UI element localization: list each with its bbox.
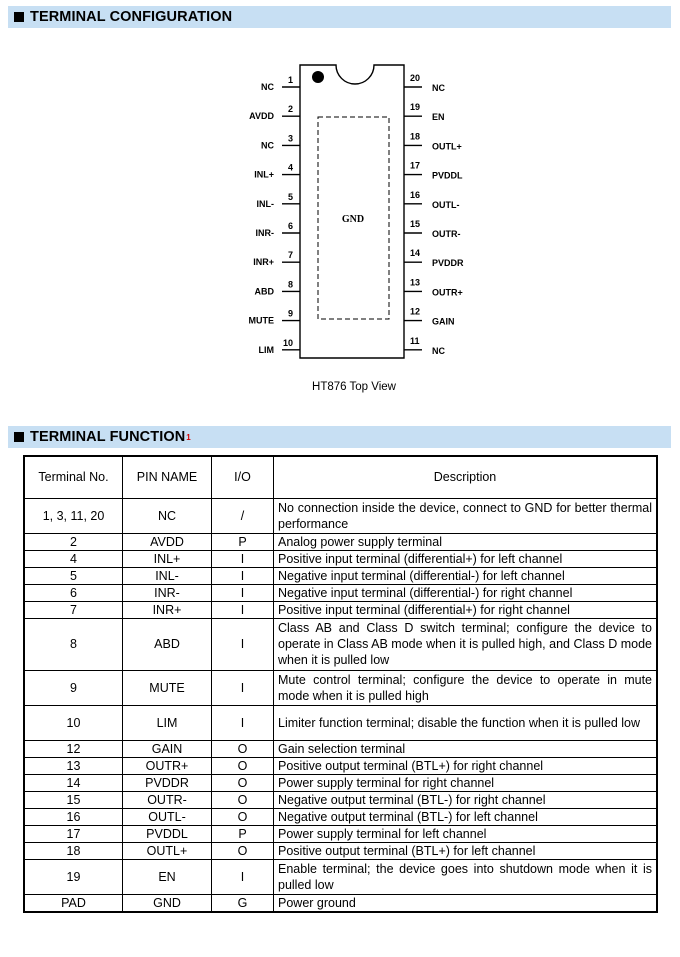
cell-io: I: [212, 618, 274, 670]
cell-description: Negative input terminal (differential-) for left channel: [274, 567, 658, 584]
cell-terminal-no: PAD: [24, 894, 123, 912]
pin-number: 16: [410, 189, 421, 200]
pin-name: OUTL-: [432, 199, 460, 210]
cell-description: Class AB and Class D switch terminal; configure the device to operate in Class AB mode when it is pulled high, and Class D mode when it is pulled low: [274, 618, 658, 670]
pin-name: EN: [432, 112, 445, 123]
cell-description: Gain selection terminal: [274, 740, 658, 757]
cell-terminal-no: 14: [24, 774, 123, 791]
pin-name: OUTR+: [432, 287, 463, 298]
cell-pin-name: LIM: [123, 705, 212, 740]
pin-number: 20: [410, 73, 421, 83]
table-row: [24, 808, 657, 825]
table-row: [24, 894, 657, 912]
pin-name: PVDDR: [432, 258, 464, 269]
cell-description: No connection inside the device, connect to GND for better thermal performance: [274, 498, 658, 533]
cell-io: I: [212, 859, 274, 894]
cell-description: Positive input terminal (differential+) for right channel: [274, 601, 658, 618]
table-row: [24, 670, 657, 705]
header-description: Description: [274, 456, 658, 498]
cell-io: P: [212, 533, 274, 550]
cell-io: I: [212, 567, 274, 584]
table-row: [24, 825, 657, 842]
table-row: [24, 757, 657, 774]
cell-pin-name: INL-: [123, 567, 212, 584]
table-row: [24, 859, 657, 894]
pin-number: 19: [410, 102, 421, 113]
cell-terminal-no: 9: [24, 670, 123, 705]
cell-io: O: [212, 791, 274, 808]
table-row: [24, 498, 657, 533]
cell-io: I: [212, 670, 274, 705]
cell-terminal-no: 13: [24, 757, 123, 774]
pin-number: 11: [410, 335, 420, 346]
section-title: TERMINAL CONFIGURATION: [30, 9, 233, 25]
cell-pin-name: OUTR-: [123, 791, 212, 808]
cell-terminal-no: 10: [24, 705, 123, 740]
pin1-marker-icon: [312, 71, 324, 83]
cell-description: Negative output terminal (BTL-) for left channel: [274, 808, 658, 825]
pin-name: INL+: [254, 169, 274, 180]
pin-name: NC: [261, 140, 274, 151]
table-row: [24, 705, 657, 740]
pin-name: ABD: [254, 286, 274, 297]
cell-io: I: [212, 550, 274, 567]
cell-description: Limiter function terminal; disable the function when it is pulled low: [274, 705, 658, 740]
pin-number: 12: [410, 306, 421, 317]
cell-io: O: [212, 842, 274, 859]
cell-io: O: [212, 774, 274, 791]
cell-terminal-no: 12: [24, 740, 123, 757]
ic-package-outline: [300, 65, 404, 358]
cell-pin-name: EN: [123, 859, 212, 894]
cell-io: I: [212, 705, 274, 740]
pin-name: MUTE: [248, 315, 274, 326]
cell-terminal-no: 5: [24, 567, 123, 584]
pin-number: 6: [287, 221, 293, 231]
table-row: [24, 791, 657, 808]
cell-pin-name: GND: [123, 894, 212, 912]
cell-io: O: [212, 757, 274, 774]
table-row: [24, 550, 657, 567]
pin-number: 9: [287, 308, 293, 319]
pin-number: 7: [287, 250, 293, 261]
pin-name: NC: [432, 83, 445, 93]
cell-io: G: [212, 894, 274, 912]
table-row: [24, 740, 657, 757]
table-row: [24, 533, 657, 550]
pin-number: 15: [410, 219, 421, 229]
cell-pin-name: INR-: [123, 584, 212, 601]
section-title: TERMINAL FUNCTION: [30, 429, 186, 445]
cell-io: P: [212, 825, 274, 842]
cell-description: Positive output terminal (BTL+) for right channel: [274, 757, 658, 774]
pin-name: OUTR-: [432, 229, 461, 239]
pin-number: 4: [287, 162, 293, 173]
pin-number: 1: [287, 75, 293, 85]
header-terminal-no: Terminal No.: [24, 456, 123, 498]
cell-io: /: [212, 498, 274, 533]
cell-pin-name: PVDDR: [123, 774, 212, 791]
diagram-caption: HT876 Top View: [312, 381, 396, 393]
cell-pin-name: PVDDL: [123, 825, 212, 842]
pin-name: AVDD: [249, 111, 274, 122]
cell-pin-name: GAIN: [123, 740, 212, 757]
cell-io: I: [212, 601, 274, 618]
cell-terminal-no: 19: [24, 859, 123, 894]
pin-name: PVDDL: [432, 170, 463, 181]
cell-terminal-no: 17: [24, 825, 123, 842]
table-row: [24, 774, 657, 791]
cell-pin-name: OUTL+: [123, 842, 212, 859]
cell-terminal-no: 15: [24, 791, 123, 808]
pin-name: NC: [261, 82, 274, 92]
cell-description: Mute control terminal; configure the device to operate in mute mode when it is pulled high: [274, 670, 658, 705]
cell-terminal-no: 7: [24, 601, 123, 618]
cell-terminal-no: 4: [24, 550, 123, 567]
terminal-function-table: [23, 455, 658, 913]
cell-description: Power ground: [274, 894, 658, 912]
cell-description: Analog power supply terminal: [274, 533, 658, 550]
cell-io: O: [212, 808, 274, 825]
pin-name: INR-: [255, 228, 274, 238]
pin-number: 18: [410, 131, 421, 142]
cell-terminal-no: 8: [24, 618, 123, 670]
pin-name: NC: [432, 345, 445, 356]
cell-terminal-no: 1, 3, 11, 20: [24, 498, 123, 533]
pin-name: GAIN: [432, 316, 455, 327]
header-io: I/O: [212, 456, 274, 498]
cell-terminal-no: 16: [24, 808, 123, 825]
table-row: [24, 618, 657, 670]
pin-number: 3: [287, 133, 293, 144]
bullet-square-icon: [14, 432, 24, 442]
cell-pin-name: INL+: [123, 550, 212, 567]
cell-description: Negative input terminal (differential-) for right channel: [274, 584, 658, 601]
cell-description: Positive input terminal (differential+) for left channel: [274, 550, 658, 567]
cell-terminal-no: 6: [24, 584, 123, 601]
cell-pin-name: INR+: [123, 601, 212, 618]
cell-pin-name: OUTR+: [123, 757, 212, 774]
section-header-terminal-function: [8, 426, 671, 448]
pin-number: 17: [410, 160, 421, 171]
pin-number: 13: [410, 277, 421, 288]
pin-number: 14: [410, 248, 421, 259]
pin-number: 5: [287, 191, 293, 202]
cell-io: I: [212, 584, 274, 601]
cell-description: Positive output terminal (BTL+) for left channel: [274, 842, 658, 859]
exposed-pad-label: GND: [341, 214, 365, 225]
pin-number: 8: [287, 279, 293, 290]
cell-pin-name: AVDD: [123, 533, 212, 550]
table-row: [24, 567, 657, 584]
cell-pin-name: OUTL-: [123, 808, 212, 825]
cell-description: Negative output terminal (BTL-) for right channel: [274, 791, 658, 808]
cell-pin-name: ABD: [123, 618, 212, 670]
pinout-diagram: [0, 0, 680, 400]
chip-body: [300, 65, 404, 358]
header-pin-name: PIN NAME: [123, 456, 212, 498]
table-row: [24, 601, 657, 618]
pin-name: OUTL+: [432, 141, 462, 152]
cell-description: Power supply terminal for left channel: [274, 825, 658, 842]
cell-pin-name: NC: [123, 498, 212, 533]
cell-description: Enable terminal; the device goes into shutdown mode when it is pulled low: [274, 859, 658, 894]
table-row: [24, 584, 657, 601]
table-row: [24, 842, 657, 859]
table-header-row: [24, 456, 657, 498]
cell-description: Power supply terminal for right channel: [274, 774, 658, 791]
footnote-mark: 1: [186, 432, 191, 442]
cell-io: O: [212, 740, 274, 757]
cell-terminal-no: 2: [24, 533, 123, 550]
pin-name: LIM: [258, 344, 274, 355]
pin-number: 2: [287, 104, 293, 115]
pin-name: INL-: [256, 198, 274, 209]
pin-name: INR+: [253, 257, 274, 268]
cell-terminal-no: 18: [24, 842, 123, 859]
pin-number: 10: [282, 337, 293, 348]
cell-pin-name: MUTE: [123, 670, 212, 705]
